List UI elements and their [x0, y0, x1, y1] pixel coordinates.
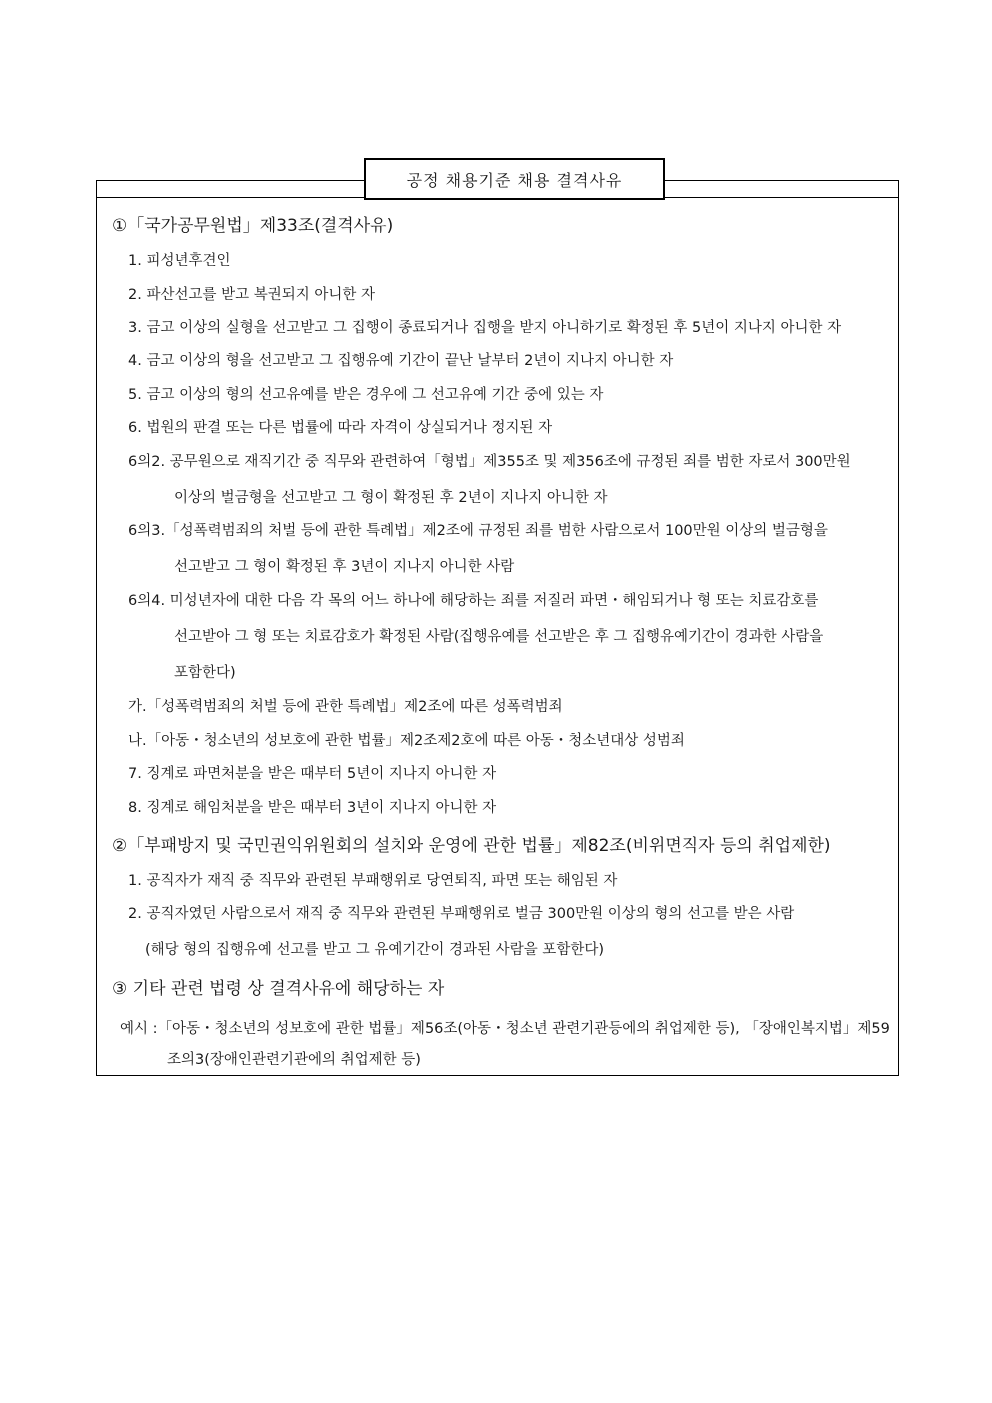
example-line2: 조의3(장애인관련기관에의 취업제한 등)	[167, 1052, 421, 1068]
example-line1: 예시 :「아동・청소년의 성보호에 관한 법률」제56조(아동・청소년 관련기관등에의 취업제한 등), 「장애인복지법」제59	[120, 1021, 890, 1037]
section-title: 공정 채용기준 채용 결격사유	[364, 158, 665, 200]
list-item-6-2-line1: 6의2. 공무원으로 재직기간 중 직무와 관련하여「형법」제355조 및 제356조에 규정된 죄를 범한 자로서 300만원	[128, 454, 851, 470]
list-item-6-4-line3: 포함한다)	[174, 665, 236, 681]
list-item-2-line1: 2. 공직자였던 사람으로서 재직 중 직무와 관련된 부패행위로 벌금 300만원 이상의 형의 선고를 받은 사람	[128, 906, 795, 922]
list-item-6-4-line2: 선고받아 그 형 또는 치료감호가 확정된 사람(집행유예를 선고받은 후 그 집행유예기간이 경과한 사람을	[174, 629, 824, 645]
section2-heading: ②「부패방지 및 국민권익위원회의 설치와 운영에 관한 법률」제82조(비위면직자 등의 취업제한)	[112, 836, 831, 856]
list-item: 4. 금고 이상의 형을 선고받고 그 집행유예 기간이 끝난 날부터 2년이 지나지 아니한 자	[128, 353, 674, 369]
section1-heading: ①「국가공무원법」제33조(결격사유)	[112, 216, 394, 236]
list-item: 2. 파산선고를 받고 복권되지 아니한 자	[128, 287, 375, 303]
section3-heading: ③ 기타 관련 법령 상 결격사유에 해당하는 자	[112, 979, 445, 999]
sub-item-na: 나.「아동・청소년의 성보호에 관한 법률」제2조제2호에 따른 아동・청소년대상 성범죄	[128, 733, 685, 749]
list-item: 6. 법원의 판결 또는 다른 법률에 따라 자격이 상실되거나 정지된 자	[128, 420, 553, 436]
list-item: 5. 금고 이상의 형의 선고유예를 받은 경우에 그 선고유예 기간 중에 있는 자	[128, 387, 604, 403]
list-item: 3. 금고 이상의 실형을 선고받고 그 집행이 종료되거나 집행을 받지 아니하기로 확정된 후 5년이 지나지 아니한 자	[128, 320, 842, 336]
list-item-6-4-line1: 6의4. 미성년자에 대한 다음 각 목의 어느 하나에 해당하는 죄를 저질러 파면・해임되거나 형 또는 치료감호를	[128, 593, 819, 609]
list-item: 8. 징계로 해임처분을 받은 때부터 3년이 지나지 아니한 자	[128, 800, 497, 816]
list-item-6-3-line2: 선고받고 그 형이 확정된 후 3년이 지나지 아니한 사람	[174, 559, 515, 575]
list-item: 1. 피성년후견인	[128, 253, 231, 269]
list-item-2-line2: (해당 형의 집행유예 선고를 받고 그 유예기간이 경과된 사람을 포함한다)	[145, 942, 604, 958]
list-item-6-3-line1: 6의3.「성폭력범죄의 처벌 등에 관한 특례법」제2조에 규정된 죄를 범한 사람으로서 100만원 이상의 벌금형을	[128, 523, 828, 539]
sub-item-ga: 가.「성폭력범죄의 처벌 등에 관한 특례법」제2조에 따른 성폭력범죄	[128, 699, 563, 715]
list-item: 1. 공직자가 재직 중 직무와 관련된 부패행위로 당연퇴직, 파면 또는 해임된 자	[128, 873, 618, 889]
list-item: 7. 징계로 파면처분을 받은 때부터 5년이 지나지 아니한 자	[128, 766, 497, 782]
list-item-6-2-line2: 이상의 벌금형을 선고받고 그 형이 확정된 후 2년이 지나지 아니한 자	[174, 490, 608, 506]
